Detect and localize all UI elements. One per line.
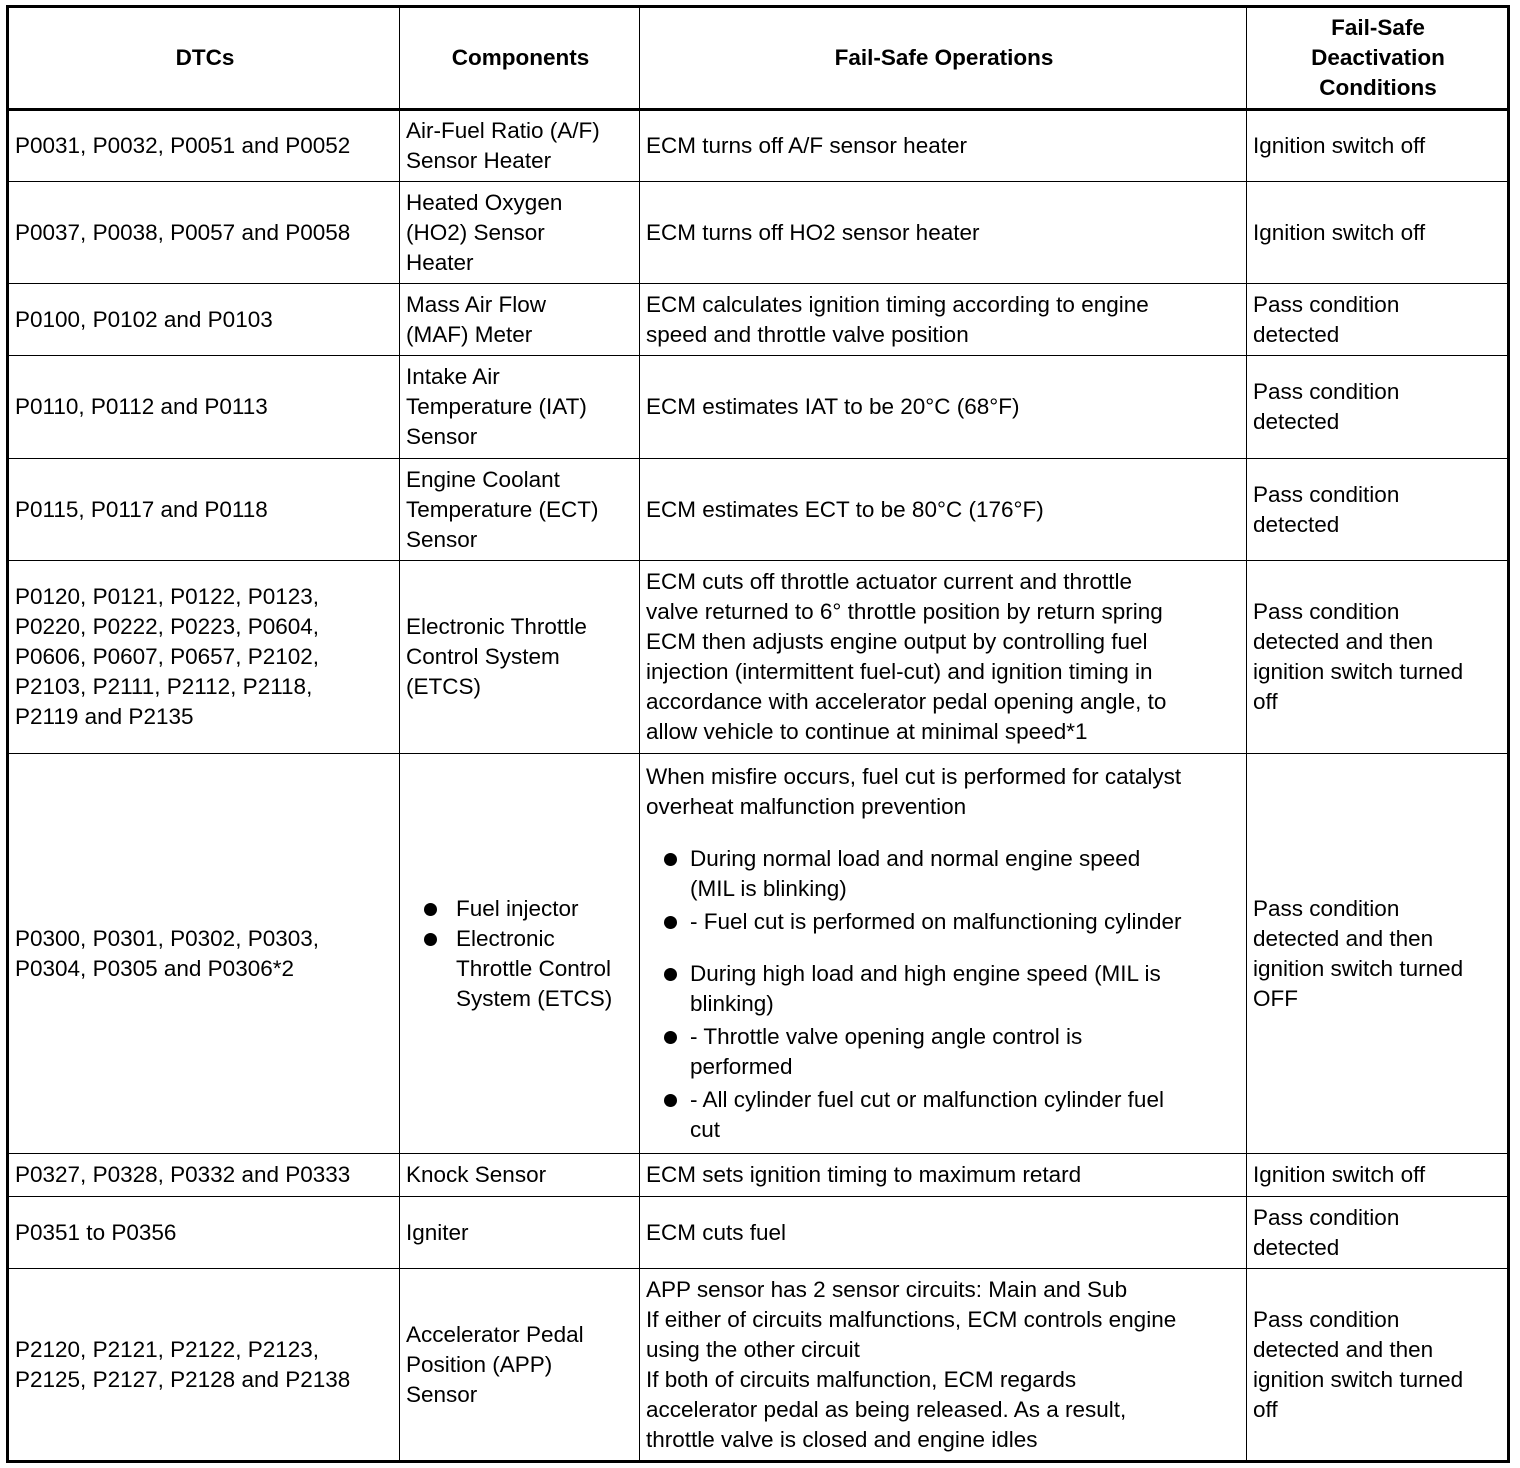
cell-deactivation: Ignition switch off bbox=[1247, 182, 1509, 284]
cell-dtcs: P0031, P0032, P0051 and P0052 bbox=[8, 110, 400, 182]
cell-deactivation: Pass condition detected bbox=[1247, 284, 1509, 356]
cell-deactivation: Pass condition detected and then ignition switch turned OFF bbox=[1247, 754, 1509, 1154]
cell-operation: ECM calculates ignition timing according to engine speed and throttle valve position bbox=[640, 284, 1247, 356]
table-row bbox=[8, 284, 1509, 356]
header-dtcs: DTCs bbox=[8, 7, 400, 110]
cell-operation: ECM estimates IAT to be 20°C (68°F) bbox=[640, 356, 1247, 459]
header-components: Components bbox=[400, 7, 640, 110]
cell-deactivation: Pass condition detected and then ignition switch turned off bbox=[1247, 561, 1509, 754]
cell-component: Air-Fuel Ratio (A/F) Sensor Heater bbox=[400, 110, 640, 182]
cell-operation: ECM turns off A/F sensor heater bbox=[640, 110, 1247, 182]
table-row bbox=[8, 754, 1509, 1154]
list-item: During normal load and normal engine speed (MIL is blinking) bbox=[646, 844, 1242, 904]
cell-component bbox=[400, 754, 640, 1154]
cell-deactivation: Pass condition detected bbox=[1247, 356, 1509, 459]
header-deactivation: Fail-Safe Deactivation Conditions bbox=[1247, 7, 1509, 110]
cell-operation: ECM estimates ECT to be 80°C (176°F) bbox=[640, 459, 1247, 561]
cell-component: Heated Oxygen (HO2) Sensor Heater bbox=[400, 182, 640, 284]
cell-dtcs: P0327, P0328, P0332 and P0333 bbox=[8, 1154, 400, 1197]
cell-deactivation: Pass condition detected and then ignition switch turned off bbox=[1247, 1269, 1509, 1462]
list-item: Fuel injector bbox=[406, 894, 635, 924]
component-bullet-list bbox=[406, 894, 635, 1014]
cell-dtcs: P0110, P0112 and P0113 bbox=[8, 356, 400, 459]
cell-dtcs: P0120, P0121, P0122, P0123, P0220, P0222, P0223, P0604, P0606, P0607, P0657, P2102, P2103, P2111, P2112, P2118, P2119 and P2135 bbox=[8, 561, 400, 754]
cell-operation: ECM turns off HO2 sensor heater bbox=[640, 182, 1247, 284]
cell-dtcs: P0037, P0038, P0057 and P0058 bbox=[8, 182, 400, 284]
cell-deactivation: Pass condition detected bbox=[1247, 459, 1509, 561]
header-row bbox=[8, 7, 1509, 110]
cell-component: Mass Air Flow (MAF) Meter bbox=[400, 284, 640, 356]
cell-component: Accelerator Pedal Position (APP) Sensor bbox=[400, 1269, 640, 1462]
cell-deactivation: Pass condition detected bbox=[1247, 1197, 1509, 1269]
cell-deactivation: Ignition switch off bbox=[1247, 110, 1509, 182]
cell-dtcs: P0100, P0102 and P0103 bbox=[8, 284, 400, 356]
list-item: - Throttle valve opening angle control is performed bbox=[646, 1022, 1242, 1082]
cell-component: Knock Sensor bbox=[400, 1154, 640, 1197]
cell-dtcs: P0351 to P0356 bbox=[8, 1197, 400, 1269]
cell-dtcs: P2120, P2121, P2122, P2123, P2125, P2127, P2128 and P2138 bbox=[8, 1269, 400, 1462]
header-operations: Fail-Safe Operations bbox=[640, 7, 1247, 110]
table-row bbox=[8, 561, 1509, 754]
cell-component: Electronic Throttle Control System (ETCS) bbox=[400, 561, 640, 754]
list-item: - All cylinder fuel cut or malfunction cylinder fuel cut bbox=[646, 1085, 1242, 1145]
cell-operation: ECM sets ignition timing to maximum retard bbox=[640, 1154, 1247, 1197]
table-row bbox=[8, 1269, 1509, 1462]
table-row bbox=[8, 356, 1509, 459]
operation-bullet-list-high bbox=[646, 959, 1242, 1145]
cell-operation: ECM cuts fuel bbox=[640, 1197, 1247, 1269]
cell-component: Intake Air Temperature (IAT) Sensor bbox=[400, 356, 640, 459]
table-row bbox=[8, 110, 1509, 182]
list-item: - Fuel cut is performed on malfunctioning cylinder bbox=[646, 907, 1242, 937]
cell-operation: ECM cuts off throttle actuator current and throttle valve returned to 6° throttle position by return spring ECM then adjusts engine output by controlling fuel injection (intermittent fuel-cut) and ignition timing in accordance with accelerator pedal opening angle, to allow vehicle to continue at minimal speed*1 bbox=[640, 561, 1247, 754]
cell-deactivation: Ignition switch off bbox=[1247, 1154, 1509, 1197]
list-item: Electronic Throttle Control System (ETCS) bbox=[406, 924, 635, 1014]
cell-operation: APP sensor has 2 sensor circuits: Main and Sub If either of circuits malfunctions, ECM controls engine using the other circuit If both of circuits malfunction, ECM regards accelerator pedal as being released. As a result, throttle valve is closed and engine idles bbox=[640, 1269, 1247, 1462]
table-row bbox=[8, 459, 1509, 561]
table-row bbox=[8, 182, 1509, 284]
table-row bbox=[8, 1154, 1509, 1197]
operation-bullet-list-normal bbox=[646, 844, 1242, 937]
fail-safe-table bbox=[6, 5, 1510, 1463]
list-item: During high load and high engine speed (MIL is blinking) bbox=[646, 959, 1242, 1019]
cell-dtcs: P0300, P0301, P0302, P0303, P0304, P0305 and P0306*2 bbox=[8, 754, 400, 1154]
cell-operation: When misfire occurs, fuel cut is performed for catalyst overheat malfunction prevention During normal load and normal engine speed (MIL is blinking) - Fuel cut is performed on malfunctioning cylinder During high load and high engine speed (MIL is blinking) - Throttle valve opening angle control is performed - All cylinder fuel cut or malfunction cylinder fuel cut bbox=[640, 754, 1247, 1154]
cell-component: Engine Coolant Temperature (ECT) Sensor bbox=[400, 459, 640, 561]
table-row bbox=[8, 1197, 1509, 1269]
cell-dtcs: P0115, P0117 and P0118 bbox=[8, 459, 400, 561]
cell-component: Igniter bbox=[400, 1197, 640, 1269]
fail-safe-document bbox=[6, 5, 1507, 1461]
